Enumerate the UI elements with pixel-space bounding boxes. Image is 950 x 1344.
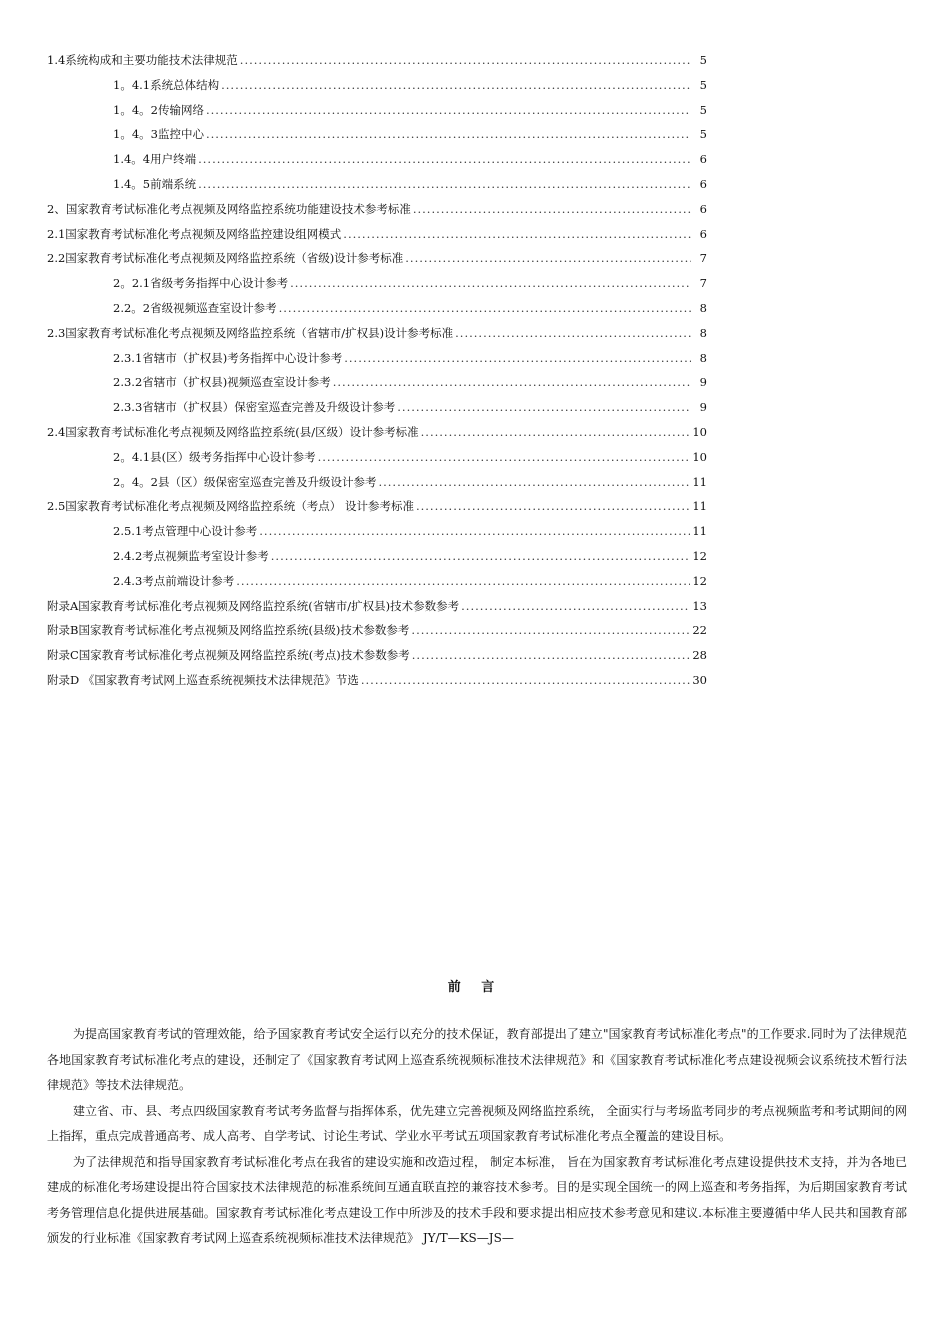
toc-leader-dots xyxy=(259,524,690,538)
toc-entry[interactable] xyxy=(47,77,707,102)
toc-entry-page: 9 xyxy=(699,400,707,415)
toc-leader-dots xyxy=(198,152,691,166)
toc-entry[interactable] xyxy=(47,622,707,647)
toc-entry-title: 2。2.1省级考务指挥中心设计参考 xyxy=(113,276,289,291)
preface-paragraph: 为了法律规范和指导国家教育考试标准化考点在我省的建设实施和改造过程， 制定本标准， 旨在为国家教育考试标准化考点建设提供技术支持，并为各地已建成的标准化考场建设提出符合国家技术法律规范的标准系统间互通直联直控的兼容技术参考。目的是实现全国统一的网上巡查和考务指挥，为后期国家教育考试考务管理信息化提供进展基础。国家教育考试标准化考点建设工作中所涉及的技术手段和要求提出相应技术参考意见和建议.本标准主要遵循中华人民共和国教育部颁发的行业标准《国家教育考试网上巡查系统视频标准技术法律规范》 JY/T—KS—JS— xyxy=(47,1154,907,1245)
toc-entry-page: 13 xyxy=(692,598,707,613)
toc-leader-dots xyxy=(411,623,690,637)
toc-entry[interactable] xyxy=(47,523,707,548)
toc-entry-page: 11 xyxy=(692,524,707,539)
toc-entry-title: 1。4。3监控中心 xyxy=(113,127,204,142)
toc-entry[interactable] xyxy=(47,598,707,623)
toc-entry-page: 30 xyxy=(692,672,707,687)
toc-entry-title: 1。4.1系统总体结构 xyxy=(113,77,220,92)
toc-entry[interactable] xyxy=(47,176,707,201)
toc-entry-page: 12 xyxy=(692,548,707,563)
toc-entry-page: 11 xyxy=(692,499,707,514)
toc-entry-page: 6 xyxy=(699,176,707,191)
toc-entry-title: 2.3国家教育考试标准化考点视频及网络监控系统（省辖市/扩权县)设计参考标准 xyxy=(47,325,454,340)
toc-leader-dots xyxy=(343,227,691,241)
toc-leader-dots xyxy=(405,251,691,265)
toc-leader-dots xyxy=(206,103,691,117)
toc-entry[interactable] xyxy=(47,548,707,573)
toc-leader-dots xyxy=(236,574,690,588)
toc-entry[interactable] xyxy=(47,325,707,350)
toc-leader-dots xyxy=(361,673,690,687)
toc-entry-title: 2.5.1考点管理中心设计参考 xyxy=(113,524,258,539)
toc-entry-page: 10 xyxy=(692,449,707,464)
toc-entry[interactable] xyxy=(47,52,707,77)
toc-entry-title: 1。4。2传输网络 xyxy=(113,102,204,117)
toc-leader-dots xyxy=(421,425,691,439)
toc-entry-title: 2.4.3考点前端设计参考 xyxy=(113,573,235,588)
toc-entry-title: 2.3.2省辖市（扩权县)视频巡查室设计参考 xyxy=(113,375,331,390)
toc-entry[interactable] xyxy=(47,399,707,424)
toc-leader-dots xyxy=(413,202,691,216)
toc-entry-page: 8 xyxy=(699,300,707,315)
toc-leader-dots xyxy=(461,599,690,613)
toc-leader-dots xyxy=(333,375,691,389)
toc-entry[interactable] xyxy=(47,424,707,449)
toc-entry-page: 10 xyxy=(692,424,707,439)
toc-leader-dots xyxy=(271,549,691,563)
toc-leader-dots xyxy=(290,276,691,290)
toc-leader-dots xyxy=(206,127,691,141)
toc-entry[interactable] xyxy=(47,102,707,127)
toc-entry-title: 附录B国家教育考试标准化考点视频及网络监控系统(县级)技术参数参考 xyxy=(47,623,410,638)
toc-entry[interactable] xyxy=(47,275,707,300)
toc-leader-dots xyxy=(198,177,691,191)
toc-entry[interactable] xyxy=(47,573,707,598)
toc-entry-title: 2.5国家教育考试标准化考点视频及网络监控系统（考点） 设计参考标准 xyxy=(47,499,414,514)
preface-paragraph: 建立省、市、县、考点四级国家教育考试考务监督与指挥体系，优先建立完善视频及网络监控系统， 全面实行与考场监考同步的考点视频监考和考试期间的网上指挥，重点完成普通高考、成人高考、自学考试、讨论生考试、学业水平考试五项国家教育考试标准化考点全覆盖的建设目标。 xyxy=(47,1103,907,1143)
toc-leader-dots xyxy=(412,648,691,662)
toc-entry-title: 附录A国家教育考试标准化考点视频及网络监控系统(省辖市/扩权县)技术参数参考 xyxy=(47,598,460,613)
toc-entry-title: 2.4.2考点视频监考室设计参考 xyxy=(113,548,269,563)
toc-entry-title: 2.4国家教育考试标准化考点视频及网络监控系统(县/区级）设计参考标准 xyxy=(47,424,419,439)
toc-entry[interactable] xyxy=(47,672,707,697)
toc-entry[interactable] xyxy=(47,350,707,375)
toc-entry[interactable] xyxy=(47,250,707,275)
toc-entry-page: 5 xyxy=(699,77,707,92)
toc-leader-dots xyxy=(318,450,691,464)
toc-entry-page: 8 xyxy=(699,350,707,365)
toc-entry-page: 6 xyxy=(699,152,707,167)
toc-entry-title: 2。4。2县（区）级保密室巡查完善及升级设计参考 xyxy=(113,474,377,489)
toc-leader-dots xyxy=(221,78,691,92)
toc-entry-title: 附录C国家教育考试标准化考点视频及网络监控系统(考点)技术参数参考 xyxy=(47,648,410,663)
toc-entry[interactable] xyxy=(47,151,707,176)
toc-leader-dots xyxy=(455,326,691,340)
toc-leader-dots xyxy=(279,301,691,315)
toc-leader-dots xyxy=(344,351,691,365)
toc-entry[interactable] xyxy=(47,449,707,474)
toc-entry-title: 2。4.1县(区）级考务指挥中心设计参考 xyxy=(113,449,316,464)
toc-entry[interactable] xyxy=(47,374,707,399)
toc-entry-title: 1.4。5前端系统 xyxy=(113,176,197,191)
preface-title: 前 言 xyxy=(447,980,503,995)
toc-entry[interactable] xyxy=(47,300,707,325)
toc-entry-page: 7 xyxy=(699,251,707,266)
toc-entry-title: 2.1国家教育考试标准化考点视频及网络监控建设组网模式 xyxy=(47,226,342,241)
toc-entry-page: 5 xyxy=(699,102,707,117)
toc-leader-dots xyxy=(240,53,691,67)
preface-body xyxy=(47,1022,907,1252)
toc-entry-title: 1.4系统构成和主要功能技术法律规范 xyxy=(47,53,238,67)
toc-entry-title: 2.2国家教育考试标准化考点视频及网络监控系统（省级)设计参考标准 xyxy=(47,251,404,266)
toc-entry[interactable] xyxy=(47,201,707,226)
preface-paragraph: 为提高国家教育考试的管理效能，给予国家教育考试安全运行以充分的技术保证，教育部提出了建立"国家教育考试标准化考点"的工作要求.同时为了法律规范各地国家教育考试标准化考点的建设，还制定了《国家教育考试网上巡查系统视频标准技术法律规范》和《国家教育考试标准化考点建设视频会议系统技术暂行法律规范》等技术法律规范。 xyxy=(47,1027,907,1092)
toc-entry[interactable] xyxy=(47,126,707,151)
table-of-contents xyxy=(47,52,707,697)
toc-entry-page: 5 xyxy=(699,53,707,67)
toc-entry-page: 28 xyxy=(692,648,707,663)
toc-entry[interactable] xyxy=(47,498,707,523)
toc-entry-title: 2.3.1省辖市（扩权县)考务指挥中心设计参考 xyxy=(113,350,343,365)
toc-entry-page: 7 xyxy=(699,276,707,291)
toc-leader-dots xyxy=(378,475,690,489)
toc-entry[interactable] xyxy=(47,647,707,672)
toc-entry-page: 22 xyxy=(692,623,707,638)
toc-leader-dots xyxy=(416,499,690,513)
toc-entry-page: 11 xyxy=(692,474,707,489)
toc-entry-page: 9 xyxy=(699,375,707,390)
toc-entry[interactable] xyxy=(47,226,707,251)
toc-entry-title: 2.2。2省级视频巡查室设计参考 xyxy=(113,300,277,315)
toc-entry-page: 6 xyxy=(699,201,707,216)
toc-entry-page: 6 xyxy=(699,226,707,241)
toc-entry-title: 附录D 《国家教育考试网上巡查系统视频技术法律规范》节选 xyxy=(47,672,359,687)
toc-leader-dots xyxy=(397,400,691,414)
toc-entry-page: 12 xyxy=(692,573,707,588)
toc-entry-title: 2、国家教育考试标准化考点视频及网络监控系统功能建设技术参考标准 xyxy=(47,201,411,216)
toc-entry-page: 8 xyxy=(699,325,707,340)
toc-entry-title: 2.3.3省辖市（扩权县）保密室巡查完善及升级设计参考 xyxy=(113,400,396,415)
toc-entry-title: 1.4。4用户终端 xyxy=(113,152,197,167)
toc-entry-page: 5 xyxy=(699,127,707,142)
toc-entry[interactable] xyxy=(47,474,707,499)
